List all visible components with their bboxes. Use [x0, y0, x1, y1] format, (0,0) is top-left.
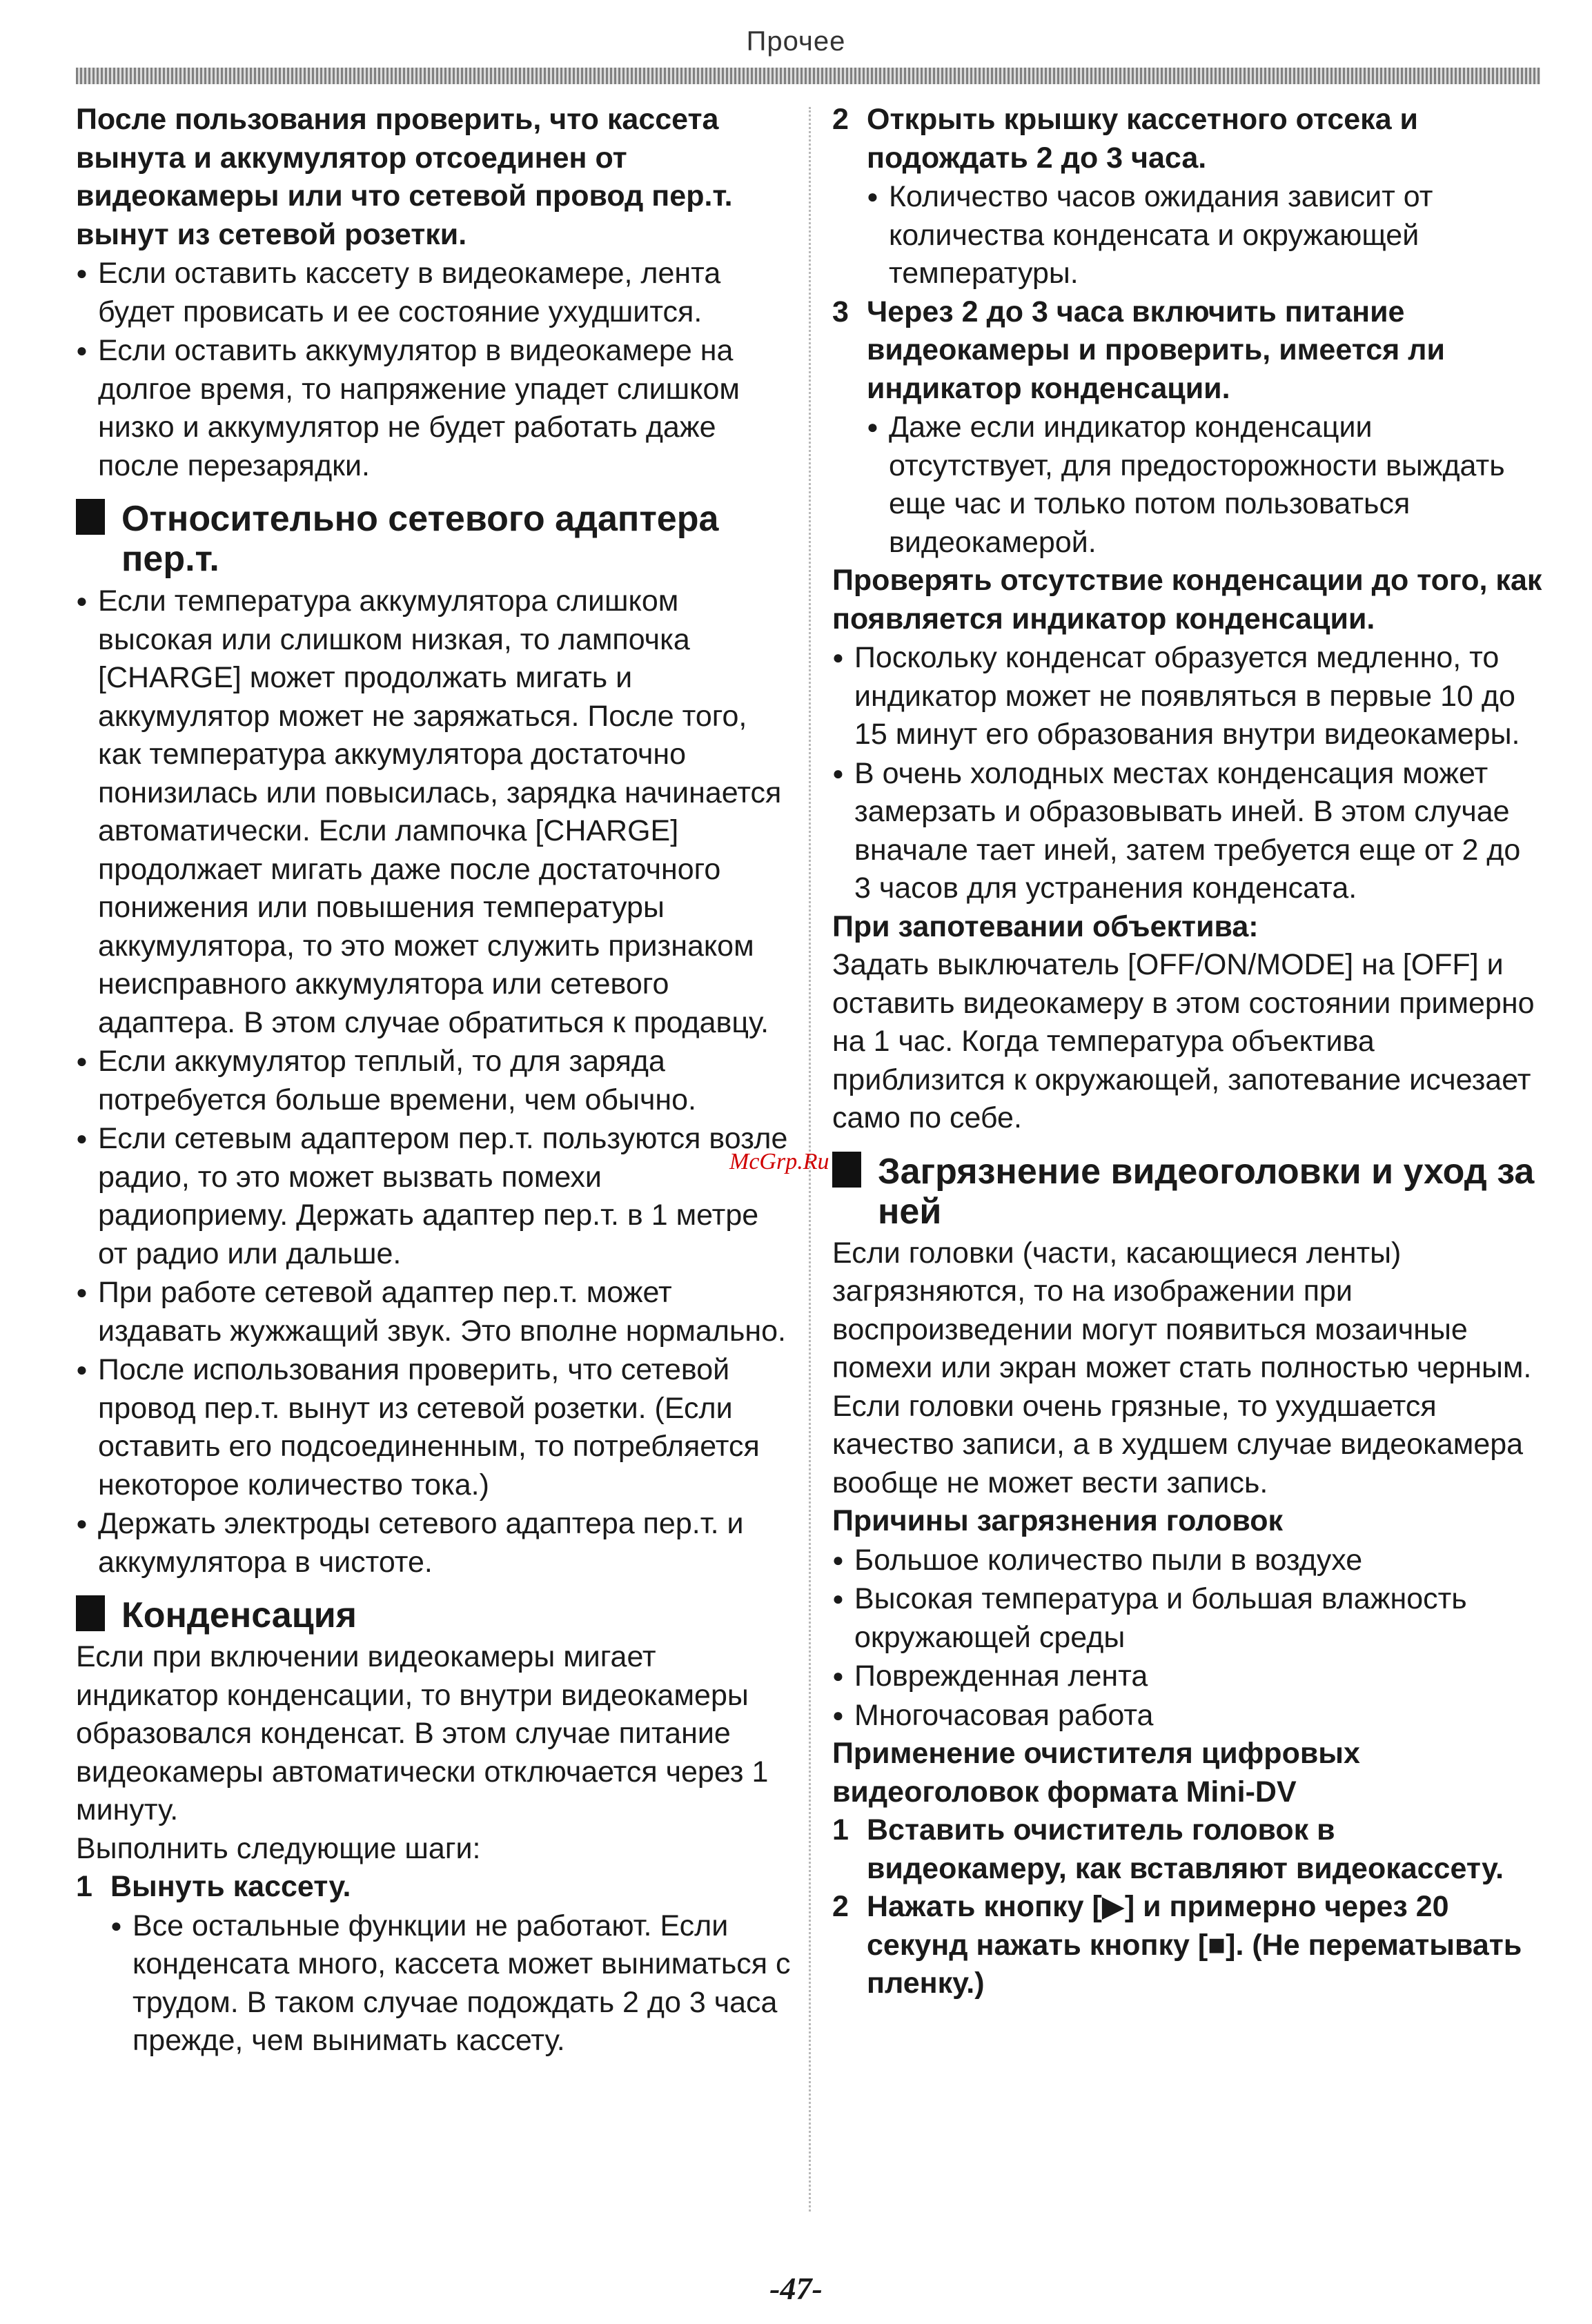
bullet-item: ● Если аккумулятор теплый, то для заряда потребуется больше времени, чем обычно. [76, 1042, 794, 1119]
bullet-item: ● Количество часов ожидания зависит от количества конденсата и окружающей температуры. [867, 177, 1543, 293]
bullet-item: ● Большое количество пыли в воздухе [832, 1541, 1543, 1580]
right-column [832, 101, 1543, 2003]
section-square-icon [76, 499, 105, 535]
check-title: Проверять отсутствие конденсации до того, как появляется индикатор конденсации. [832, 564, 1542, 636]
page-number: -47- [769, 2271, 823, 2306]
bullet-item: ● Даже если индикатор конденсации отсутствует, для предосторожности выждать еще час и только потом пользоваться видеокамерой. [867, 408, 1543, 562]
cleaner-title: Применение очистителя цифровых видеоголовок формата Mini-DV [832, 1737, 1360, 1809]
section-heading-condensation: Конденсация [76, 1595, 794, 1635]
bullet-item: ● Если температура аккумулятора слишком высокая или слишком низкая, то лампочка [CHARGE] может продолжать мигать и аккумулятор может не заряжаться. После того, как температура аккумулятора достаточно понизилась или повысилась, зарядка начинается автоматически. Если лампочка [CHARGE] продолжает мигать даже после достаточного понижения или повышения температуры аккумулятора, то это может служить признаком неисправного аккумулятора или сетевого адаптера. В этом случае обратиться к продавцу. [76, 582, 794, 1042]
bullet-item: ● Поскольку конденсат образуется медленно, то индикатор может не появляться в первые 10 до 15 минут его образования внутри видеокамеры. [832, 638, 1543, 754]
watermark: McGrp.Ru [729, 1149, 829, 1174]
bullet-item: ● Высокая температура и большая влажность окружающей среды [832, 1579, 1543, 1657]
header-rule [76, 68, 1540, 84]
causes-title: Причины загрязнения головок [832, 1504, 1283, 1537]
heads-paragraph: Если головки (части, касающиеся ленты) загрязняются, то на изображении при воспроизведении могут появиться мозаичные помехи или экран может стать полностью черным. Если головки очень грязные, то ухудшается качество записи, а в худшем случае видеокамера вообще не может вести запись. [832, 1236, 1532, 1499]
bullet-item: ● Если оставить аккумулятор в видеокамере на долгое время, то напряжение упадет слишком низко и аккумулятор не будет работать даже после перезарядки. [76, 331, 794, 485]
lens-title: При запотевании объектива: [832, 909, 1259, 943]
section-square-icon [832, 1152, 861, 1188]
section-heading-heads: Загрязнение видеоголовки и уход за ней [832, 1152, 1543, 1232]
bullet-item: ● При работе сетевой адаптер пер.т. может издавать жужжащий звук. Это вполне нормально. [76, 1273, 794, 1350]
section-square-icon [76, 1595, 105, 1631]
page-header-title: Прочее [746, 26, 846, 57]
left-column [76, 101, 794, 2060]
step-1: 1 Вынуть кассету. [76, 1870, 351, 1903]
bullet-item: ● Если сетевым адаптером пер.т. пользуются возле радио, то это может вызвать помехи радиоприему. Держать адаптер пер.т. в 1 метре от радио или дальше. [76, 1119, 794, 1273]
condensation-paragraph: Если при включении видеокамеры мигает индикатор конденсации, то внутри видеокамеры образовался конденсат. В этом случае питание видеокамеры автоматически отключается через 1 минуту. [76, 1640, 769, 1826]
bullet-item: ● Все остальные функции не работают. Если конденсата много, кассета может выниматься с трудом. В таком случае подождать 2 до 3 часа прежде, чем вынимать кассету. [110, 1907, 794, 2060]
steps-intro: Выполнить следующие шаги: [76, 1831, 481, 1865]
bullet-item: ● Держать электроды сетевого адаптера пер.т. и аккумулятора в чистоте. [76, 1504, 794, 1582]
step-3: 3 Через 2 до 3 часа включить питание видеокамеры и проверить, имеется ли индикатор конденсации. [832, 295, 1445, 405]
bullet-item: ● Многочасовая работа [832, 1696, 1543, 1735]
bullet-item: ● Если оставить кассету в видеокамере, лента будет провисать и ее состояние ухудшится. [76, 254, 794, 331]
step-2: 2 Открыть крышку кассетного отсека и подождать 2 до 3 часа. [832, 103, 1418, 175]
bullet-item: ● После использования проверить, что сетевой провод пер.т. вынут из сетевой розетки. (Если оставить его подсоединенным, то потребляется некоторое количество тока.) [76, 1350, 794, 1504]
intro-paragraph: После пользования проверить, что кассета вынута и аккумулятор отсоединен от видеокамеры или что сетевой провод пер.т. вынут из сетевой розетки. [76, 103, 733, 251]
lens-paragraph: Задать выключатель [OFF/ON/MODE] на [OFF] и оставить видеокамеру в этом состоянии примерно на 1 час. Когда температура объектива приблизится к окружающей, запотевание исчезает само по себе. [832, 948, 1535, 1134]
section-heading-adapter: Относительно сетевого адаптера пер.т. [76, 499, 794, 579]
cleaner-step-1: 1 Вставить очиститель головок в видеокамеру, как вставляют видеокассету. [832, 1813, 1504, 1885]
bullet-item: ● Поврежденная лента [832, 1657, 1543, 1696]
bullet-item: ● В очень холодных местах конденсация может замерзать и образовывать иней. В этом случае вначале тает иней, затем требуется еще от 2 до 3 часов для устранения конденсата. [832, 754, 1543, 908]
cleaner-step-2: 2 Нажать кнопку [▶] и примерно через 20 секунд нажать кнопку [■]. (Не перематывать пленку.) [832, 1890, 1522, 2000]
